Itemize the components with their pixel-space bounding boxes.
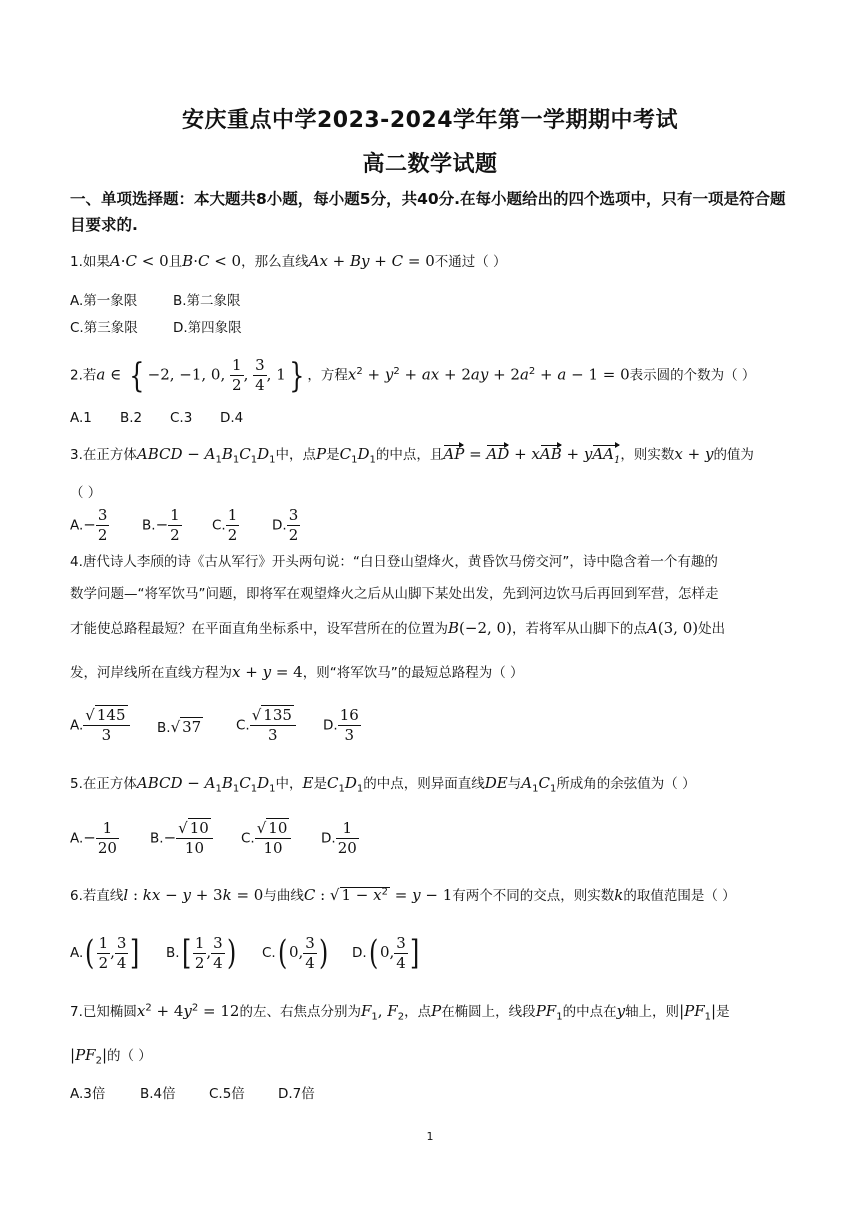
q2-option-d: D.4 <box>220 410 244 426</box>
question-4-line-3: 才能使总路程最短？在平面直角坐标系中，设军营所在的位置为B(−2, 0)，若将军从山脚下的点A(3, 0)处出 <box>70 619 726 637</box>
q3-option-b: B.− $\frac{1}{2}$ <box>142 506 180 544</box>
question-2: 2.若a ∈ { −2, −1, 0, $\frac{1}{2}$ , $\frac{3}{4}$ , 1} ，方程$x^2 + y^2$ + ax + $2ay + 2a^2 + a - 1 = 0$表示圆的个数为（ ） <box>70 355 756 396</box>
q3-option-a: A.− $\frac{3}{2}$ <box>70 506 108 544</box>
question-6: 6.若直线l : kx − y + 3k = 0与曲线C : √ $1 - x^2 = y - 1$有两个不同的交点，则实数k的取值范围是（ ） <box>70 886 736 904</box>
question-3: 3.在正方体ABCD − $A_1B_1C_1D_1$中，点P是$C_1D_1$的中点，且AP = AD + xAB + yAA$_1$，则实数x + y的值为 <box>70 445 754 466</box>
question-7-line-2: $|PF_2|$的（ ） <box>70 1046 152 1067</box>
q5-option-a: A.− $\frac{1}{20}$ <box>70 819 117 857</box>
q3-paren: （ ） <box>70 485 102 501</box>
q4-option-c: C. $\frac{√ 135}{3}$ <box>236 706 296 745</box>
q5-option-d: D. $\frac{1}{20}$ <box>321 819 357 857</box>
q7-option-b: B.4倍 <box>140 1086 176 1102</box>
q3-option-d: D. $\frac{3}{2}$ <box>272 506 299 544</box>
q2-option-b: B.2 <box>120 410 143 426</box>
q3-option-c: C. $\frac{1}{2}$ <box>212 506 238 544</box>
q2-option-c: C.3 <box>170 410 193 426</box>
question-4-line-4: 发，河岸线所在直线方程为x + y = 4，则“将军饮马”的最短总路程为（ ） <box>70 663 524 681</box>
q1-option-d: D.第四象限 <box>173 320 242 336</box>
q7-option-d: D.7倍 <box>278 1086 315 1102</box>
q4-option-a: A. $\frac{√ 145}{3}$ <box>70 706 130 745</box>
question-5: 5.在正方体ABCD − $A_1B_1C_1D_1$中，E是$C_1D_1$的中点，则异面直线DE与$A_1C_1$所成角的余弦值为（ ） <box>70 774 696 795</box>
exam-subtitle: 高二数学试题 <box>362 152 498 177</box>
q4-option-b: B.√ 37 <box>157 718 202 736</box>
q1-option-a: A.第一象限 <box>70 293 138 309</box>
question-1: 1.如果A·C < 0且B·C < 0，那么直线Ax + By + C = 0不通过（ ） <box>70 252 507 270</box>
q7-option-a: A.3倍 <box>70 1086 106 1102</box>
q5-option-b: B.− $\frac{√ 10}{10}$ <box>150 819 213 858</box>
q6-option-d: D.( 0, $\frac{3}{4}$ ] <box>352 933 420 973</box>
q4-option-d: D. $\frac{16}{3}$ <box>323 706 359 744</box>
q1-option-c: C.第三象限 <box>70 320 138 336</box>
q6-option-a: A.( $\frac{1}{2}$ , $\frac{3}{4}$ ] <box>70 933 140 973</box>
q6-option-b: B.[ $\frac{1}{2}$ , $\frac{3}{4}$ ) <box>166 933 236 973</box>
page-number: 1 <box>426 1130 434 1143</box>
q1-option-b: B.第二象限 <box>173 293 241 309</box>
question-7: 7.已知椭圆$x^2 + 4y^2 = 12$的左、右焦点分别为$F_1$, $F_2$，点P在椭圆上，线段$PF_1$的中点在y轴上，则$|PF_1|$是 <box>70 1002 730 1023</box>
question-4-line-2: 数学问题—“将军饮马”问题，即将军在观望烽火之后从山脚下某处出发，先到河边饮马后再回到军营，怎样走 <box>70 586 719 602</box>
q7-option-c: C.5倍 <box>209 1086 245 1102</box>
section-heading: 一、单项选择题：本大题共8小题，每小题5分，共40分.在每小题给出的四个选项中，只有一项是符合题目要求的. <box>70 190 786 234</box>
q5-option-c: C. $\frac{√ 10}{10}$ <box>241 819 291 858</box>
q2-option-a: A.1 <box>70 410 92 426</box>
question-4-line-1: 4.唐代诗人李颀的诗《古从军行》开头两句说：“白日登山望烽火，黄昏饮马傍交河”，诗中隐含着一个有趣的 <box>70 554 718 570</box>
q6-option-c: C.( 0, $\frac{3}{4}$ ) <box>262 933 329 973</box>
exam-title: 安庆重点中学2023-2024学年第一学期期中考试 <box>181 108 679 133</box>
